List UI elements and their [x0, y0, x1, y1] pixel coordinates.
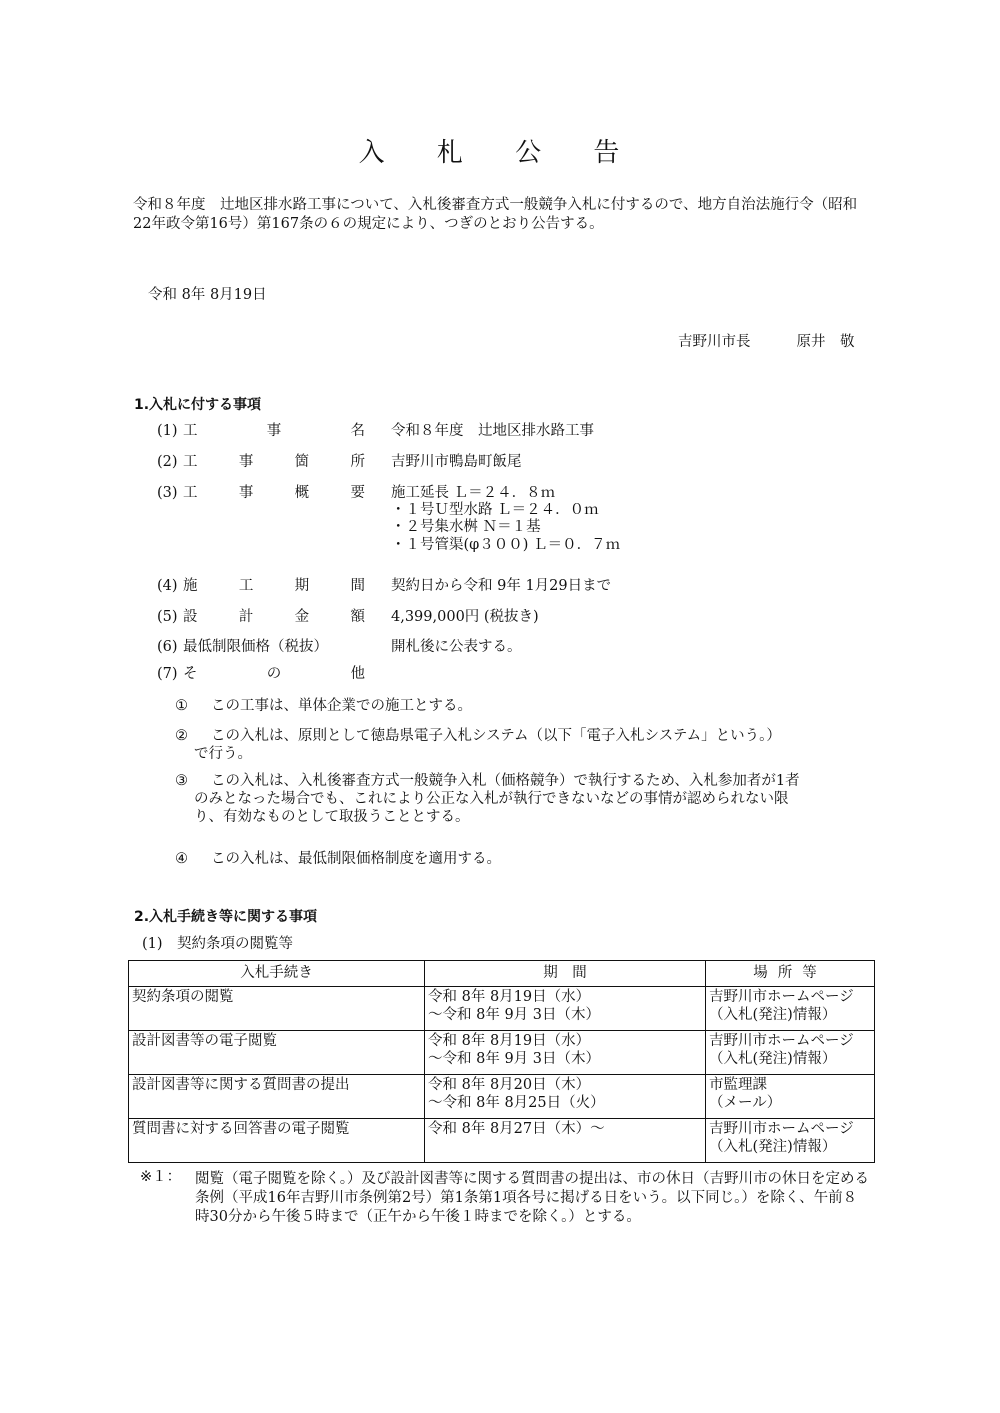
item-label-project-name: 工 事 名 — [183, 423, 365, 439]
table-cell: 令和 8年 8月20日（木） ～令和 8年 8月25日（火） — [425, 1075, 706, 1119]
item-number: (3) — [157, 485, 178, 501]
table-cell: 設計図書等の電子閲覧 — [129, 1031, 425, 1075]
signer-name: 原井 敬 — [796, 334, 855, 350]
other-mark: ④ — [175, 851, 188, 867]
table-cell: 質問書に対する回答書の電子閲覧 — [129, 1119, 425, 1163]
note-mark: ※１： — [140, 1169, 182, 1185]
other-mark: ③ — [175, 773, 188, 789]
other-item-3: ③ この入札は、入札後審査方式一般競争入札（価格競争）で執行するため、入札参加者が1者 — [175, 773, 800, 789]
item-label-location: 工 事 箇 所 — [183, 454, 365, 470]
overview-detail: ・２号集水桝 Ｎ＝１基 — [391, 519, 541, 535]
other-item-2-line: で行う。 — [194, 746, 252, 762]
item-number: (2) — [157, 454, 178, 470]
overview-detail: ・１号管渠(φ３００) Ｌ＝０．７ｍ — [391, 537, 621, 553]
procedure-table — [128, 960, 875, 1163]
signer — [678, 333, 855, 351]
item-label-overview: 工 事 概 要 — [183, 485, 365, 501]
intro-paragraph: 令和８年度 辻地区排水路工事について、入札後審査方式一般競争入札に付するので、地方自治法施行令（昭和22年政令第16号）第167条の６の規定により、つぎのとおり公告する。 — [133, 197, 858, 232]
other-mark: ① — [175, 698, 188, 714]
item-number: (6) — [157, 639, 178, 655]
item-value-project-name: 令和８年度 辻地区排水路工事 — [391, 423, 594, 439]
table-cell: 契約条項の閲覧 — [129, 987, 425, 1031]
table-cell: 吉野川市ホームページ （入札(発注)情報） — [706, 1031, 875, 1075]
item-value-design-amount: 4,399,000円 (税抜き) — [391, 609, 539, 625]
item-value-period: 契約日から令和 9年 1月29日まで — [391, 578, 612, 594]
item-label-period: 施 工 期 間 — [183, 578, 365, 594]
table-row — [129, 1075, 875, 1119]
table-header-row — [129, 961, 875, 987]
item-number: (7) — [157, 666, 178, 682]
item-number: (1) — [157, 423, 178, 439]
table-row — [129, 1119, 875, 1163]
overview-detail: ・１号Ｕ型水路 Ｌ＝２４．０ｍ — [391, 502, 599, 518]
other-item-1: ① この工事は、単体企業での施工とする。 — [175, 698, 472, 714]
table-cell: 市監理課 （メール） — [706, 1075, 875, 1119]
table-cell: 吉野川市ホームページ （入札(発注)情報） — [706, 987, 875, 1031]
item-value-location: 吉野川市鴨島町飯尾 — [391, 454, 522, 470]
other-mark: ② — [175, 728, 188, 744]
item-label-min-price: 最低制限価格（税抜） — [183, 639, 328, 655]
item-value-overview: 施工延長 Ｌ＝２４．８ｍ — [391, 485, 556, 501]
item-value-min-price: 開札後に公表する。 — [391, 639, 522, 655]
other-item-3-line: り、有効なものとして取扱うこととする。 — [194, 809, 470, 825]
section2-subheading: (1) 契約条項の閲覧等 — [142, 936, 294, 952]
item-label-other: そ の 他 — [183, 666, 365, 682]
item-number: (5) — [157, 609, 178, 625]
other-item-4: ④ この入札は、最低制限価格制度を適用する。 — [175, 851, 501, 867]
table-cell: 吉野川市ホームページ （入札(発注)情報） — [706, 1119, 875, 1163]
other-item-3-line: のみとなった場合でも、これにより公正な入札が執行できないなどの事情が認められない限 — [194, 791, 789, 807]
other-item-2: ② この入札は、原則として徳島県電子入札システム（以下「電子入札システム」という。） — [175, 728, 781, 744]
note-text: 閲覧（電子閲覧を除く。）及び設計図書等に関する質問書の提出は、市の休日（吉野川市の休日を定める条例（平成16年吉野川市条例第2号）第1条第1項各号に掲げる日をいう。以下同じ。）を除く、午前８時30分から午後５時まで（正午から午後１時までを除く。）とする。 — [195, 1171, 869, 1225]
section1-heading: 1.入札に付する事項 — [134, 397, 262, 413]
item-number: (4) — [157, 578, 178, 594]
table-cell: 令和 8年 8月19日（水） ～令和 8年 9月 3日（木） — [425, 1031, 706, 1075]
table-cell: 令和 8年 8月19日（水） ～令和 8年 9月 3日（木） — [425, 987, 706, 1031]
table-cell: 令和 8年 8月27日（木）～ — [425, 1119, 706, 1163]
table-cell: 設計図書等に関する質問書の提出 — [129, 1075, 425, 1119]
item-label-design-amount: 設 計 金 額 — [183, 609, 365, 625]
table-header: 場所等 — [706, 961, 875, 987]
signer-position: 吉野川市長 — [678, 334, 751, 350]
table-row — [129, 987, 875, 1031]
notice-date: 令和 8年 8月19日 — [148, 287, 267, 303]
section2-heading: 2.入札手続き等に関する事項 — [134, 909, 318, 925]
table-row — [129, 1031, 875, 1075]
table-header: 期 間 — [425, 961, 706, 987]
table-header: 入札手続き — [129, 961, 425, 987]
page-title: 入 札 公 告 — [358, 138, 642, 168]
